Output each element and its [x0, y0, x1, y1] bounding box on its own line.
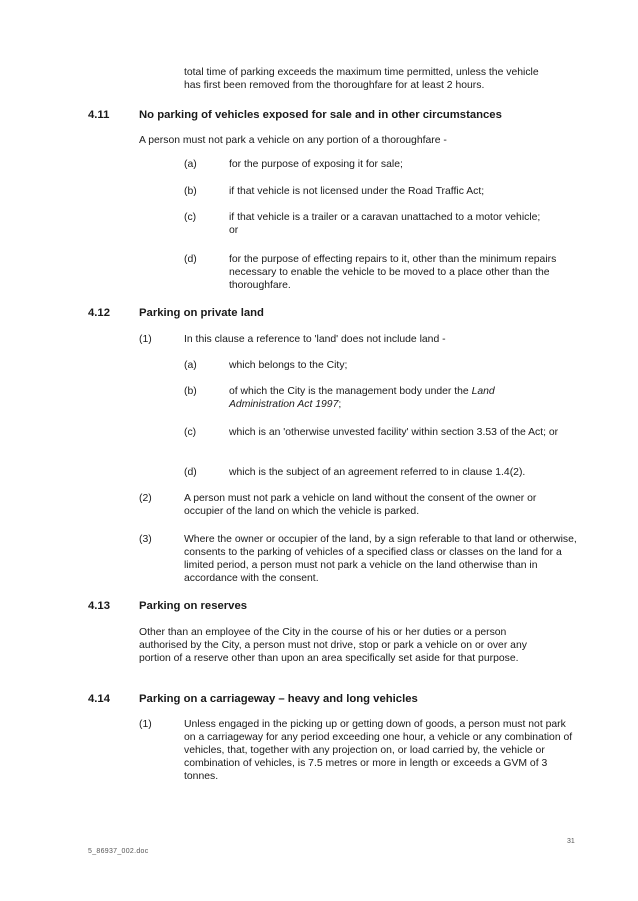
- page-number: 31: [567, 838, 575, 845]
- item-label: (b): [184, 386, 197, 397]
- item-text: if that vehicle is not licensed under the Road Traffic Act;: [229, 186, 485, 197]
- section-number-4-12: 4.12: [88, 307, 110, 319]
- section-number-4-14: 4.14: [88, 693, 110, 705]
- subclause-text: Unless engaged in the picking up or getting down of goods, a person must not park on a carriageway for any period exceeding one hour, a vehicle or any combination of vehicles, that, together with any projection on, or load carried by, the vehicle or combination of vehicles, is 7.5 metres or more in length or exceeds a GVM of 3 tonnes.: [184, 719, 573, 782]
- item-text: if that vehicle is a trailer or a caravan unattached to a motor vehicle; or: [229, 212, 541, 236]
- item-text: which is the subject of an agreement referred to in clause 1.4(2).: [229, 467, 526, 478]
- section-heading-4-13: Parking on reserves: [139, 600, 248, 612]
- file-reference: 5_86937_002.doc: [88, 848, 149, 855]
- item-text: which belongs to the City;: [229, 360, 348, 371]
- subclause-text: In this clause a reference to 'land' does not include land -: [184, 334, 446, 345]
- subclause-label: (3): [139, 534, 152, 545]
- subclause-text: Where the owner or occupier of the land, by a sign referable to that land or otherwise, consents to the parking of vehicles of a specified class or classes on the land for a limited period, a person must not park a vehicle on the land otherwise than in accordance with the consent.: [184, 534, 577, 584]
- section-intro-4-11: A person must not park a vehicle on any portion of a thoroughfare -: [139, 135, 447, 146]
- item-label: (a): [184, 360, 197, 371]
- subclause-text: A person must not park a vehicle on land without the consent of the owner or occupier of the land on which the vehicle is parked.: [184, 493, 537, 517]
- section-body-4-13: Other than an employee of the City in the course of his or her duties or a person authorised by the City, a person must not drive, stop or park a vehicle on or over any portion of a reserve other than upon an area specifically set aside for that purpose.: [139, 627, 527, 664]
- section-heading-4-12: Parking on private land: [139, 307, 264, 319]
- item-label: (a): [184, 159, 197, 170]
- act-title: Land Administration Act 1997: [229, 386, 495, 410]
- subclause-label: (2): [139, 493, 152, 504]
- item-label: (d): [184, 467, 197, 478]
- item-text-plain: ;: [338, 399, 342, 410]
- item-text: for the purpose of effecting repairs to it, other than the minimum repairs necessary to enable the vehicle to be moved to a place other than the thoroughfare.: [229, 254, 557, 291]
- item-text: for the purpose of exposing it for sale;: [229, 159, 403, 170]
- continuation-paragraph: total time of parking exceeds the maximum time permitted, unless the vehicle has first been removed from the thoroughfare for at least 2 hours.: [184, 67, 539, 91]
- item-text-plain: of which the City is the management body under the: [229, 386, 472, 397]
- section-number-4-13: 4.13: [88, 600, 110, 612]
- subclause-label: (1): [139, 719, 152, 730]
- item-label: (b): [184, 186, 197, 197]
- item-text: [229, 385, 539, 411]
- section-heading-4-14: Parking on a carriageway – heavy and long vehicles: [139, 693, 418, 705]
- subclause-label: (1): [139, 334, 152, 345]
- section-number-4-11: 4.11: [88, 109, 110, 121]
- item-text: which is an 'otherwise unvested facility' within section 3.53 of the Act; or: [229, 427, 559, 438]
- item-label: (c): [184, 427, 197, 438]
- item-label: (d): [184, 254, 197, 265]
- item-label: (c): [184, 212, 197, 223]
- section-heading-4-11: No parking of vehicles exposed for sale and in other circumstances: [139, 109, 502, 121]
